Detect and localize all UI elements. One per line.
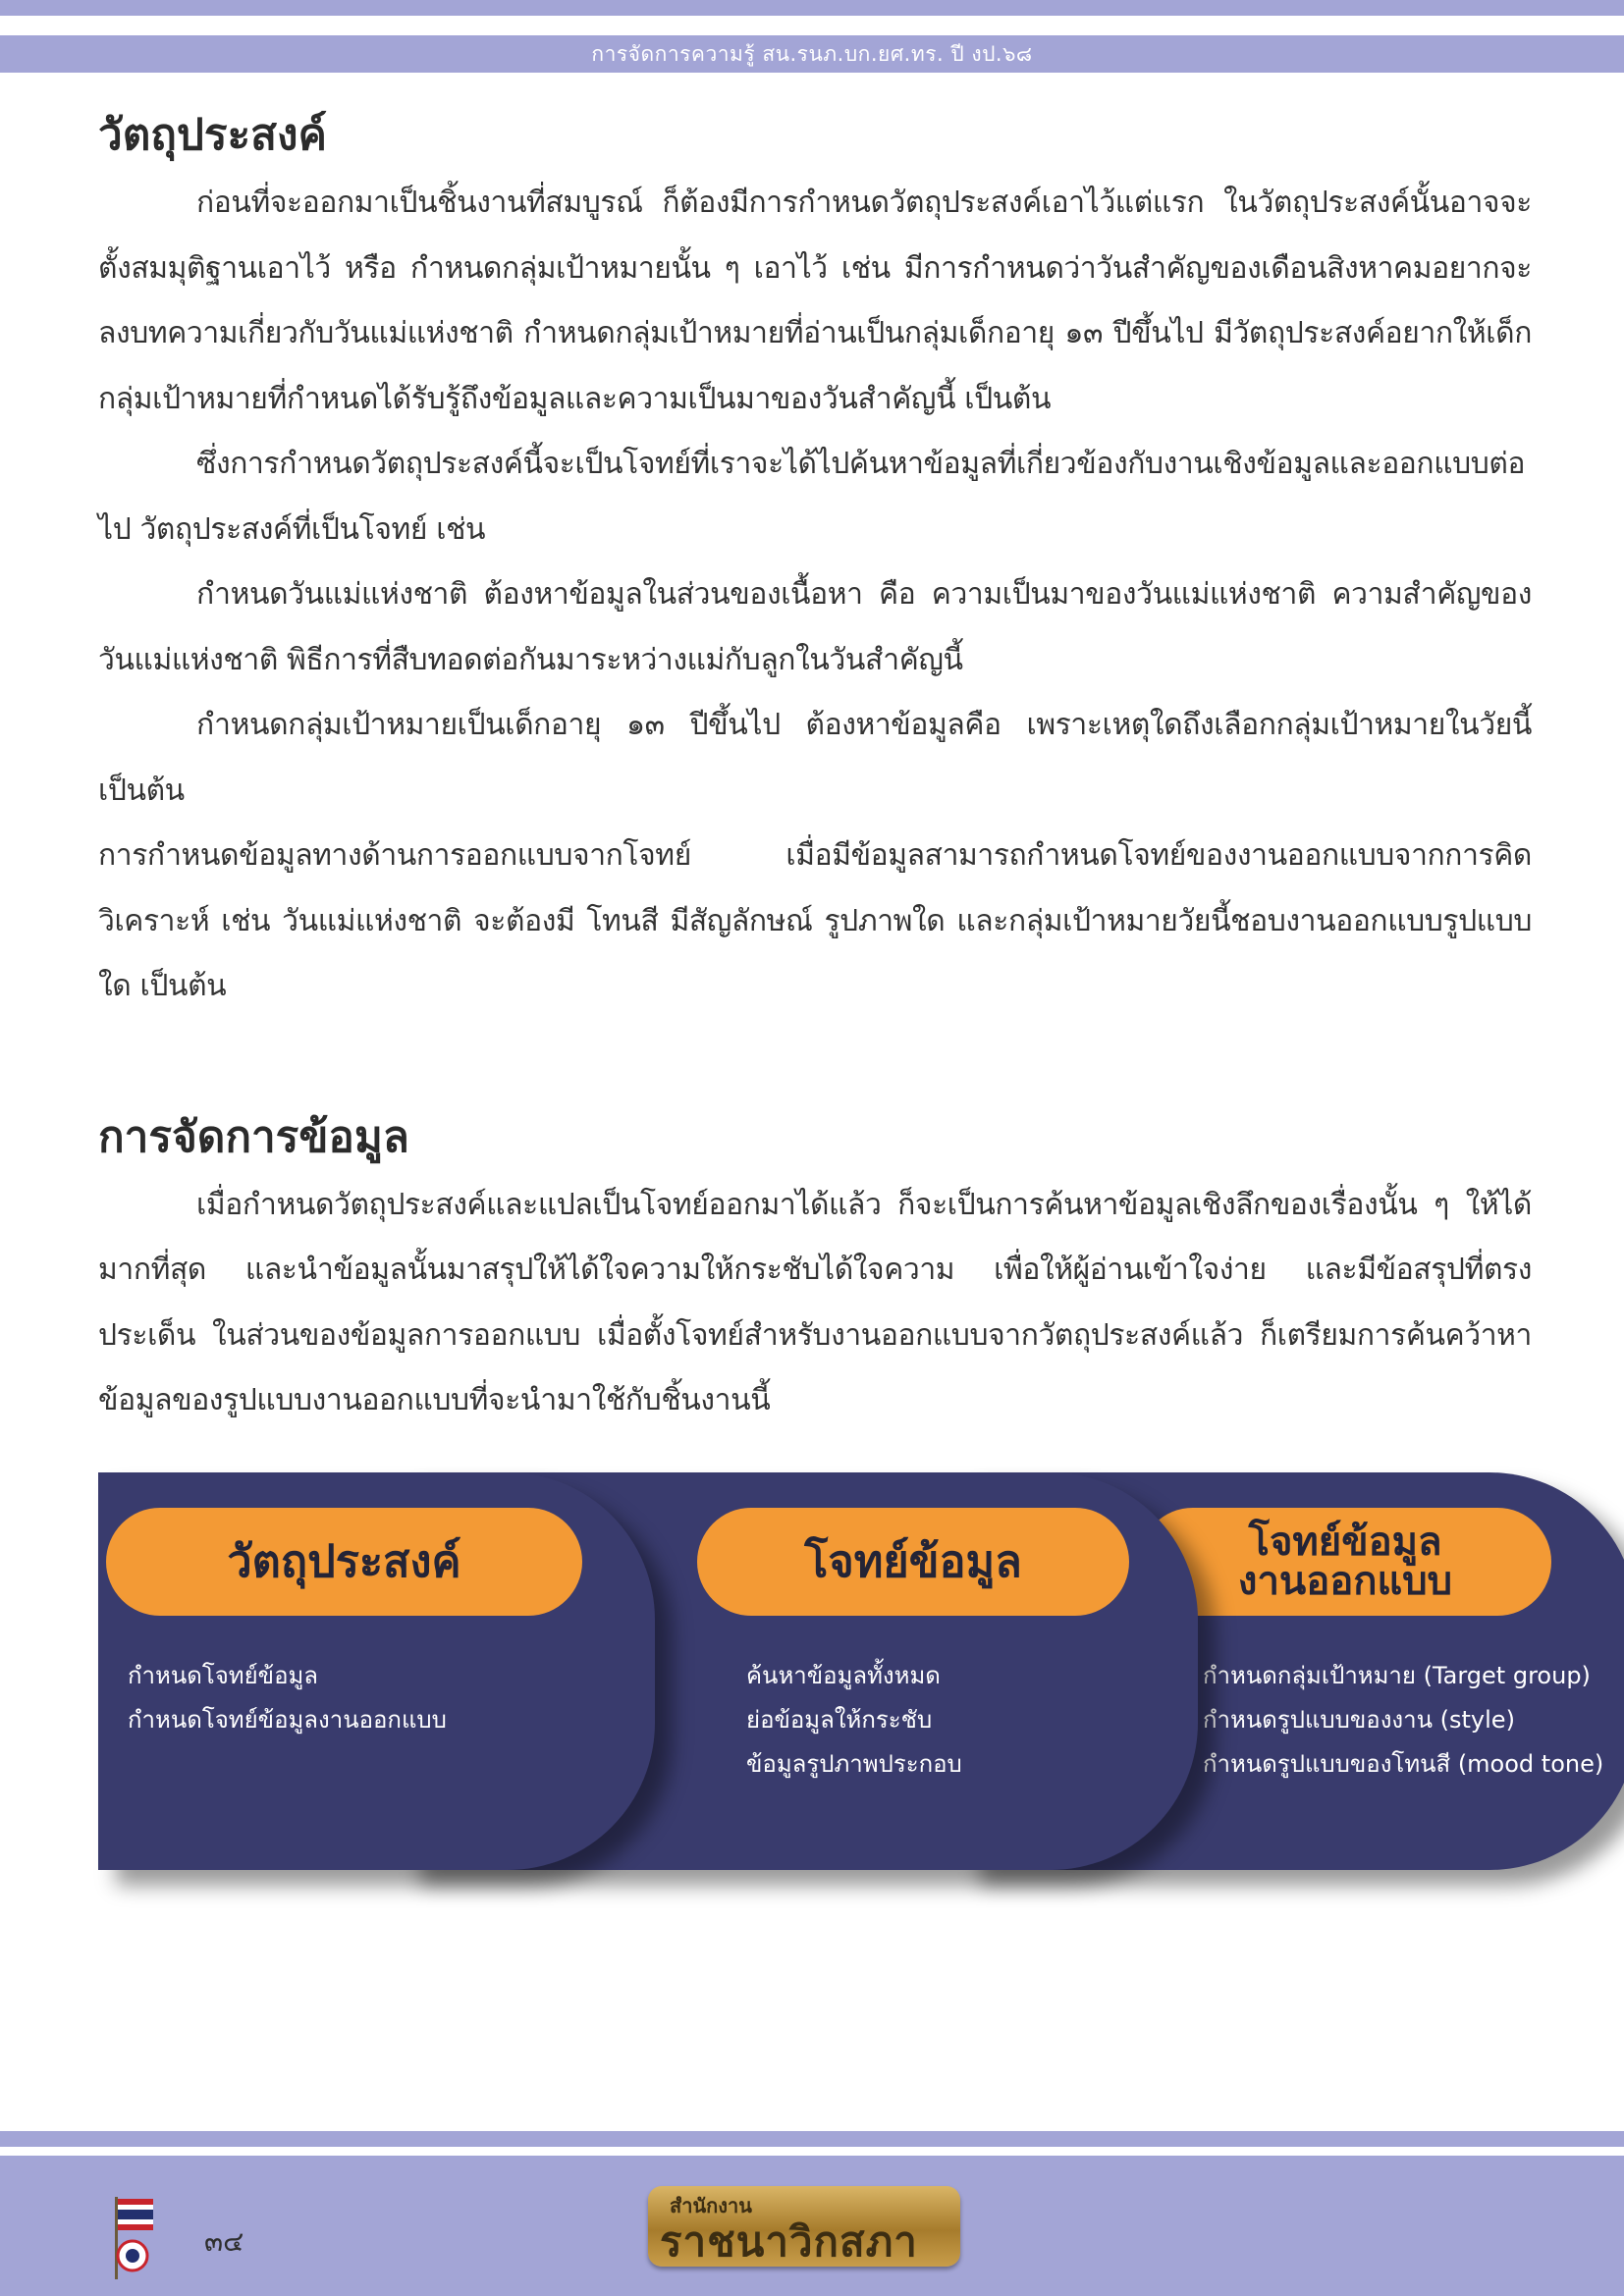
design-brief-title-line-1: โจทย์ข้อมูล	[1248, 1520, 1442, 1565]
design-brief-panel-title	[1139, 1508, 1551, 1616]
office-logo	[648, 2186, 960, 2267]
objective-panel	[98, 1472, 655, 1870]
data-management-paragraph-1: เมื่อกำหนดวัตถุประสงค์และแปลเป็นโจทย์ออกมาได้แล้ว ก็จะเป็นการค้นหาข้อมูลเชิงลึกของเรื่องนั้น ๆ ให้ได้มากที่สุด และนำข้อมูลนั้นมาสรุปให้ได้ใจความให้กระชับได้ใจความ เพื่อให้ผู้อ่านเข้าใจง่าย และมีข้อสรุปที่ตรงประเด็น ในส่วนของข้อมูลการออกแบบ เมื่อตั้งโจทย์สำหรับงานออกแบบจากวัตถุประสงค์แล้ว ก็เตรียมการค้นคว้าหาข้อมูลของรูปแบบงานออกแบบที่จะนำมาใช้กับชิ้นงานนี้	[98, 1187, 1532, 1417]
list-item: กำหนดกลุ่มเป้าหมาย (Target group)	[1203, 1662, 1591, 1689]
process-diagram	[98, 1472, 1604, 1904]
objective-heading: วัตถุประสงค์	[98, 110, 327, 160]
data-brief-panel-title: โจทย์ข้อมูล	[697, 1508, 1129, 1616]
objective-paragraph-4: กำหนดกลุ่มเป้าหมายเป็นเด็กอายุ ๑๓ ปีขึ้นไป ต้องหาข้อมูลคือ เพราะเหตุใดถึงเลือกกลุ่มเป้าหมายในวัยนี้ เป็นต้น	[98, 708, 1532, 808]
top-stripe	[0, 0, 1624, 16]
list-item: ข้อมูลรูปภาพประกอบ	[746, 1750, 962, 1778]
objective-paragraph-5: การกำหนดข้อมูลทางด้านการออกแบบจากโจทย์ เมื่อมีข้อมูลสามารถกำหนดโจทย์ของงานออกแบบจากการคิดวิเคราะห์ เช่น วันแม่แห่งชาติ จะต้องมี โทนสี มีสัญลักษณ์ รูปภาพใด และกลุ่มเป้าหมายวัยนี้ชอบงานออกแบบรูปแบบใด เป็นต้น	[98, 838, 1532, 1003]
naval-flag-emblem-icon	[111, 2193, 160, 2283]
list-item: กำหนดโจทย์ข้อมูล	[128, 1662, 319, 1689]
list-item: ค้นหาข้อมูลทั้งหมด	[746, 1662, 941, 1689]
list-item: ย่อข้อมูลให้กระชับ	[746, 1706, 933, 1734]
header-title: การจัดการความรู้ สน.รนภ.บก.ยศ.ทร. ปี งป.๖๘	[591, 41, 1033, 66]
objective-panel-items	[128, 1654, 447, 1742]
page-number: ๓๔	[204, 2225, 244, 2258]
data-management-heading: การจัดการข้อมูล	[98, 1111, 409, 1162]
list-item: กำหนดรูปแบบของงาน (style)	[1203, 1706, 1515, 1734]
design-brief-title-line-2: งานออกแบบ	[1237, 1559, 1453, 1604]
page-content	[98, 100, 1532, 1434]
objective-paragraph-2: ซึ่งการกำหนดวัตถุประสงค์นี้จะเป็นโจทย์ที่เราจะได้ไปค้นหาข้อมูลที่เกี่ยวข้องกับงานเชิงข้อมูลและออกแบบต่อไป วัตถุประสงค์ที่เป็นโจทย์ เช่น	[98, 447, 1526, 547]
section-spacer	[98, 1020, 1532, 1102]
objective-paragraph-3: กำหนดวันแม่แห่งชาติ ต้องหาข้อมูลในส่วนของเนื้อหา คือ ความเป็นมาของวันแม่แห่งชาติ ความสำคัญของวันแม่แห่งชาติ พิธีการที่สืบทอดต่อกันมาระหว่างแม่กับลูกในวันสำคัญนี้	[98, 577, 1532, 677]
header-band	[0, 35, 1624, 73]
footer-stripe	[0, 2131, 1624, 2147]
design-brief-panel-items	[1203, 1654, 1603, 1787]
logo-line-1: สำนักงาน	[670, 2194, 752, 2217]
objective-paragraph-1: ก่อนที่จะออกมาเป็นชิ้นงานที่สมบูรณ์ ก็ต้องมีการกำหนดวัตถุประสงค์เอาไว้แต่แรก ในวัตถุประสงค์นั้นอาจจะตั้งสมมุติฐานเอาไว้ หรือ กำหนดกลุ่มเป้าหมายนั้น ๆ เอาไว้ เช่น มีการกำหนดว่าวันสำคัญของเดือนสิงหาคมอยากจะลงบทความเกี่ยวกับวันแม่แห่งชาติ กำหนดกลุ่มเป้าหมายที่อ่านเป็นกลุ่มเด็กอายุ ๑๓ ปีขึ้นไป มีวัตถุประสงค์อยากให้เด็กกลุ่มเป้าหมายที่กำหนดได้รับรู้ถึงข้อมูลและความเป็นมาของวันสำคัญนี้ เป็นต้น	[98, 186, 1532, 416]
logo-line-2: ราชนาวิกสภา	[660, 2217, 918, 2266]
list-item: กำหนดโจทย์ข้อมูลงานออกแบบ	[128, 1706, 447, 1734]
data-brief-panel-items	[746, 1654, 962, 1787]
list-item: กำหนดรูปแบบของโทนสี (mood tone)	[1203, 1750, 1604, 1778]
objective-panel-title: วัตถุประสงค์	[106, 1508, 582, 1616]
